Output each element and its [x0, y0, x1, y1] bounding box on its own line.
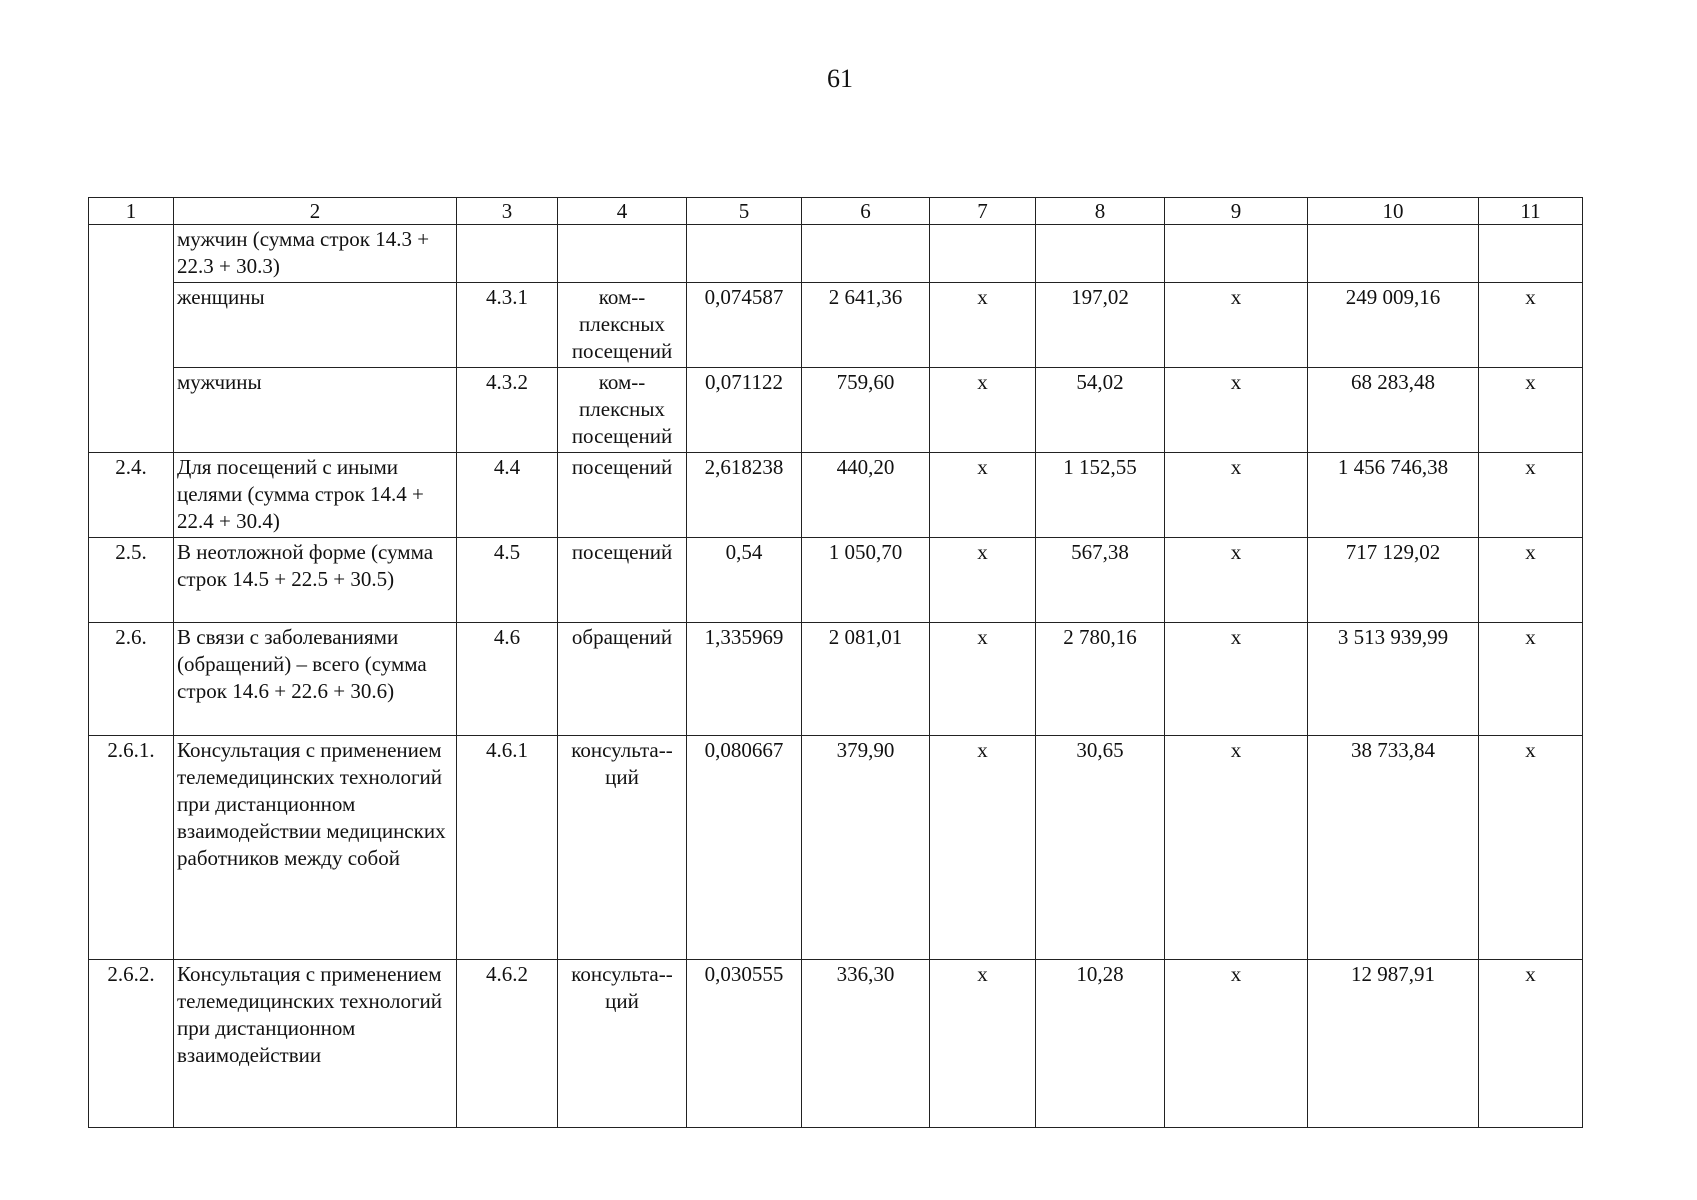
- cell-value: х: [1165, 538, 1308, 623]
- cell-value: [1479, 225, 1583, 283]
- column-header: 4: [558, 198, 687, 225]
- cell-value: х: [1165, 453, 1308, 538]
- cell-line-code: 4.4: [457, 453, 558, 538]
- column-header: 8: [1036, 198, 1165, 225]
- cell-name: В связи с заболеваниями (обращений) – всего (сумма строк 14.6 + 22.6 + 30.6): [174, 623, 457, 736]
- column-header: 1: [89, 198, 174, 225]
- cell-value: х: [930, 623, 1036, 736]
- cell-value: 2 780,16: [1036, 623, 1165, 736]
- cell-value: 0,54: [687, 538, 802, 623]
- cell-value: 249 009,16: [1308, 283, 1479, 368]
- column-header: 6: [802, 198, 930, 225]
- cell-row-number: [89, 368, 174, 453]
- cell-value: х: [1165, 368, 1308, 453]
- cell-unit: консульта-ций: [558, 736, 687, 960]
- cell-row-number: 2.6.2.: [89, 960, 174, 1128]
- cell-value: 2,618238: [687, 453, 802, 538]
- table-row: [89, 960, 1583, 1128]
- data-table: [88, 197, 1583, 1128]
- cell-unit: обращений: [558, 623, 687, 736]
- cell-value: 1 050,70: [802, 538, 930, 623]
- table-row: [89, 623, 1583, 736]
- cell-name: женщины: [174, 283, 457, 368]
- cell-value: х: [1479, 538, 1583, 623]
- cell-unit: консульта-ций: [558, 960, 687, 1128]
- cell-name: Для посещений с иными целями (сумма строк 14.4 + 22.4 + 30.4): [174, 453, 457, 538]
- column-header: 7: [930, 198, 1036, 225]
- cell-value: 440,20: [802, 453, 930, 538]
- table-row: [89, 453, 1583, 538]
- cell-value: х: [1165, 960, 1308, 1128]
- cell-value: х: [1479, 736, 1583, 960]
- cell-value: 12 987,91: [1308, 960, 1479, 1128]
- cell-value: [687, 225, 802, 283]
- cell-unit: [558, 225, 687, 283]
- cell-value: х: [930, 453, 1036, 538]
- cell-value: 197,02: [1036, 283, 1165, 368]
- cell-row-number: [89, 225, 174, 283]
- cell-name: Консультация с применением телемедицинских технологий при дистанционном взаимодействии медицинских работников между собой: [174, 736, 457, 960]
- cell-name: Консультация с применением телемедицинских технологий при дистанционном взаимодействии: [174, 960, 457, 1128]
- cell-value: 379,90: [802, 736, 930, 960]
- cell-value: 717 129,02: [1308, 538, 1479, 623]
- cell-name: мужчин (сумма строк 14.3 + 22.3 + 30.3): [174, 225, 457, 283]
- cell-value: [802, 225, 930, 283]
- cell-value: х: [930, 960, 1036, 1128]
- cell-line-code: 4.3.1: [457, 283, 558, 368]
- cell-line-code: 4.6: [457, 623, 558, 736]
- cell-value: 2 081,01: [802, 623, 930, 736]
- cell-value: [1308, 225, 1479, 283]
- cell-value: 1,335969: [687, 623, 802, 736]
- cell-line-code: 4.6.1: [457, 736, 558, 960]
- cell-value: х: [1165, 283, 1308, 368]
- table-row: [89, 283, 1583, 368]
- cell-unit: ком-плексных посещений: [558, 368, 687, 453]
- table-row: [89, 538, 1583, 623]
- cell-value: х: [1479, 368, 1583, 453]
- cell-value: х: [1479, 453, 1583, 538]
- cell-line-code: 4.5: [457, 538, 558, 623]
- cell-value: 68 283,48: [1308, 368, 1479, 453]
- table-row: [89, 736, 1583, 960]
- cell-unit: посещений: [558, 538, 687, 623]
- cell-value: 2 641,36: [802, 283, 930, 368]
- cell-value: х: [1165, 736, 1308, 960]
- cell-value: 38 733,84: [1308, 736, 1479, 960]
- cell-value: 3 513 939,99: [1308, 623, 1479, 736]
- cell-name: мужчины: [174, 368, 457, 453]
- page-number: 61: [827, 64, 853, 93]
- cell-row-number: 2.5.: [89, 538, 174, 623]
- table-row: [89, 368, 1583, 453]
- column-header: 2: [174, 198, 457, 225]
- cell-row-number: 2.4.: [89, 453, 174, 538]
- column-header: 11: [1479, 198, 1583, 225]
- column-header: 5: [687, 198, 802, 225]
- cell-unit: ком-плексных посещений: [558, 283, 687, 368]
- cell-value: 0,030555: [687, 960, 802, 1128]
- cell-name: В неотложной форме (сумма строк 14.5 + 22.5 + 30.5): [174, 538, 457, 623]
- cell-value: 30,65: [1036, 736, 1165, 960]
- column-header: 10: [1308, 198, 1479, 225]
- cell-row-number: [89, 283, 174, 368]
- table-row: [89, 225, 1583, 283]
- cell-value: 54,02: [1036, 368, 1165, 453]
- table-header-row: [89, 198, 1583, 225]
- cell-value: [930, 225, 1036, 283]
- cell-value: х: [1479, 960, 1583, 1128]
- cell-value: х: [1165, 623, 1308, 736]
- cell-value: х: [930, 368, 1036, 453]
- cell-row-number: 2.6.: [89, 623, 174, 736]
- cell-value: 10,28: [1036, 960, 1165, 1128]
- column-header: 9: [1165, 198, 1308, 225]
- cell-value: 336,30: [802, 960, 930, 1128]
- cell-unit: посещений: [558, 453, 687, 538]
- cell-value: 567,38: [1036, 538, 1165, 623]
- cell-value: 0,074587: [687, 283, 802, 368]
- cell-value: х: [1479, 283, 1583, 368]
- cell-value: [1036, 225, 1165, 283]
- cell-value: 759,60: [802, 368, 930, 453]
- cell-line-code: 4.6.2: [457, 960, 558, 1128]
- cell-value: 0,071122: [687, 368, 802, 453]
- cell-value: [1165, 225, 1308, 283]
- column-header: 3: [457, 198, 558, 225]
- cell-value: 1 456 746,38: [1308, 453, 1479, 538]
- cell-value: 0,080667: [687, 736, 802, 960]
- cell-line-code: 4.3.2: [457, 368, 558, 453]
- cell-value: х: [930, 736, 1036, 960]
- cell-value: 1 152,55: [1036, 453, 1165, 538]
- cell-row-number: 2.6.1.: [89, 736, 174, 960]
- cell-value: х: [1479, 623, 1583, 736]
- cell-line-code: [457, 225, 558, 283]
- cell-value: х: [930, 538, 1036, 623]
- cell-value: х: [930, 283, 1036, 368]
